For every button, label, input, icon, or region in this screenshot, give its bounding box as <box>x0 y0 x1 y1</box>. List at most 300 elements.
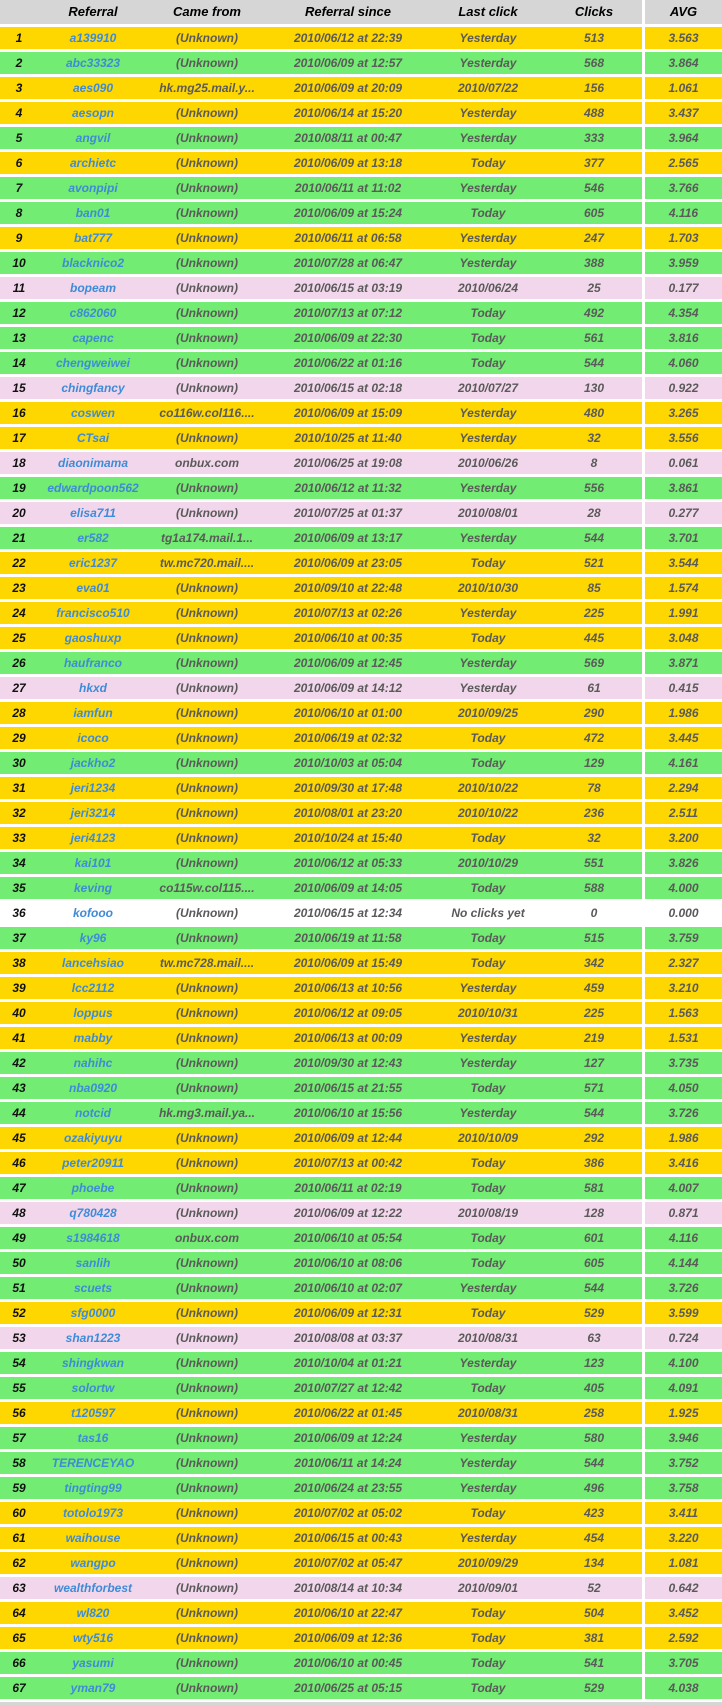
referral-link[interactable]: hkxd <box>38 677 148 702</box>
row-number: 32 <box>0 802 38 827</box>
referral-link[interactable]: TERENCEYAO <box>38 1452 148 1477</box>
came-from-value: (Unknown) <box>148 1052 266 1077</box>
came-from-value: (Unknown) <box>148 227 266 252</box>
table-row <box>0 27 722 52</box>
clicks-value: 529 <box>546 1302 642 1327</box>
clicks-value: 32 <box>546 827 642 852</box>
row-number: 28 <box>0 702 38 727</box>
clicks-value: 388 <box>546 252 642 277</box>
referral-since-value: 2010/06/24 at 23:55 <box>266 1477 430 1502</box>
referral-link[interactable]: totolo1973 <box>38 1502 148 1527</box>
table-row <box>0 927 722 952</box>
last-click-value: 2010/07/22 <box>430 77 546 102</box>
table-row <box>0 452 722 477</box>
avg-value: 3.964 <box>642 127 722 152</box>
referral-link[interactable]: jeri3214 <box>38 802 148 827</box>
table-row <box>0 852 722 877</box>
referral-link[interactable]: chengweiwei <box>38 352 148 377</box>
referral-link[interactable]: loppus <box>38 1002 148 1027</box>
came-from-value: co115w.col115.... <box>148 877 266 902</box>
came-from-value: (Unknown) <box>148 477 266 502</box>
avg-value: 3.701 <box>642 527 722 552</box>
row-number: 40 <box>0 1002 38 1027</box>
last-click-value: 2010/09/29 <box>430 1552 546 1577</box>
came-from-value: tg1a174.mail.1... <box>148 527 266 552</box>
referral-link[interactable]: ky96 <box>38 927 148 952</box>
row-number: 7 <box>0 177 38 202</box>
avg-value: 3.411 <box>642 1502 722 1527</box>
referral-link[interactable]: c862060 <box>38 302 148 327</box>
avg-value: 0.724 <box>642 1327 722 1352</box>
referral-link[interactable]: eva01 <box>38 577 148 602</box>
referral-since-value: 2010/10/25 at 11:40 <box>266 427 430 452</box>
clicks-value: 513 <box>546 27 642 52</box>
avg-value: 3.826 <box>642 852 722 877</box>
referral-since-value: 2010/06/11 at 14:24 <box>266 1452 430 1477</box>
last-click-value: Yesterday <box>430 102 546 127</box>
referral-link[interactable]: icoco <box>38 727 148 752</box>
table-row <box>0 877 722 902</box>
last-click-value: 2010/07/27 <box>430 377 546 402</box>
clicks-value: 130 <box>546 377 642 402</box>
referral-since-value: 2010/08/11 at 00:47 <box>266 127 430 152</box>
row-number: 46 <box>0 1152 38 1177</box>
came-from-value: (Unknown) <box>148 577 266 602</box>
referral-link[interactable]: peter20911 <box>38 1152 148 1177</box>
referral-since-value: 2010/06/11 at 06:58 <box>266 227 430 252</box>
row-number: 61 <box>0 1527 38 1552</box>
last-click-value: 2010/06/24 <box>430 277 546 302</box>
table-row <box>0 227 722 252</box>
came-from-value: (Unknown) <box>148 727 266 752</box>
referral-link[interactable]: notcid <box>38 1102 148 1127</box>
referral-since-value: 2010/06/09 at 12:31 <box>266 1302 430 1327</box>
referral-link[interactable]: wty516 <box>38 1627 148 1652</box>
referral-link[interactable]: kofooo <box>38 902 148 927</box>
referral-since-value: 2010/08/14 at 10:34 <box>266 1577 430 1602</box>
avg-value: 3.563 <box>642 27 722 52</box>
table-row <box>0 1227 722 1252</box>
clicks-value: 381 <box>546 1627 642 1652</box>
referral-link[interactable]: ban01 <box>38 202 148 227</box>
referral-link[interactable]: s1984618 <box>38 1227 148 1252</box>
row-number: 53 <box>0 1327 38 1352</box>
last-click-value: Today <box>430 1602 546 1627</box>
row-number: 66 <box>0 1652 38 1677</box>
referral-since-value: 2010/06/12 at 11:32 <box>266 477 430 502</box>
table-row <box>0 652 722 677</box>
came-from-value: (Unknown) <box>148 327 266 352</box>
table-row <box>0 77 722 102</box>
referral-link[interactable]: shan1223 <box>38 1327 148 1352</box>
row-number: 51 <box>0 1277 38 1302</box>
last-click-value: 2010/10/31 <box>430 1002 546 1027</box>
clicks-value: 515 <box>546 927 642 952</box>
avg-value: 3.556 <box>642 427 722 452</box>
table-row <box>0 527 722 552</box>
clicks-value: 496 <box>546 1477 642 1502</box>
came-from-value: (Unknown) <box>148 252 266 277</box>
referral-link[interactable]: bopeam <box>38 277 148 302</box>
table-row <box>0 402 722 427</box>
last-click-value: Today <box>430 327 546 352</box>
referral-link[interactable]: phoebe <box>38 1177 148 1202</box>
last-click-value: Today <box>430 627 546 652</box>
referral-link[interactable]: jeri4123 <box>38 827 148 852</box>
clicks-value: 544 <box>546 1452 642 1477</box>
came-from-value: (Unknown) <box>148 1577 266 1602</box>
clicks-value: 580 <box>546 1427 642 1452</box>
table-row <box>0 302 722 327</box>
avg-value: 3.759 <box>642 927 722 952</box>
avg-value: 1.703 <box>642 227 722 252</box>
last-click-value: Today <box>430 727 546 752</box>
came-from-value: tw.mc720.mail.... <box>148 552 266 577</box>
clicks-value: 556 <box>546 477 642 502</box>
last-click-value: Today <box>430 1677 546 1702</box>
clicks-value: 0 <box>546 902 642 927</box>
referral-link[interactable]: archietc <box>38 152 148 177</box>
referral-link[interactable]: elisa711 <box>38 502 148 527</box>
table-row <box>0 352 722 377</box>
came-from-value: (Unknown) <box>148 1477 266 1502</box>
last-click-value: Yesterday <box>430 402 546 427</box>
table-row <box>0 502 722 527</box>
referral-link[interactable]: keving <box>38 877 148 902</box>
referral-link[interactable]: a139910 <box>38 27 148 52</box>
referral-link[interactable]: jackho2 <box>38 752 148 777</box>
table-row <box>0 1027 722 1052</box>
row-number: 34 <box>0 852 38 877</box>
last-click-value: Yesterday <box>430 527 546 552</box>
row-number: 18 <box>0 452 38 477</box>
referral-since-value: 2010/08/01 at 23:20 <box>266 802 430 827</box>
last-click-value: 2010/10/22 <box>430 802 546 827</box>
row-number: 29 <box>0 727 38 752</box>
clicks-value: 85 <box>546 577 642 602</box>
came-from-value: (Unknown) <box>148 1352 266 1377</box>
table-row <box>0 1152 722 1177</box>
came-from-value: (Unknown) <box>148 277 266 302</box>
referral-since-value: 2010/06/11 at 11:02 <box>266 177 430 202</box>
referral-link[interactable]: iamfun <box>38 702 148 727</box>
came-from-value: (Unknown) <box>148 502 266 527</box>
table-row <box>0 752 722 777</box>
row-number: 20 <box>0 502 38 527</box>
referral-link[interactable]: eric1237 <box>38 552 148 577</box>
last-click-value: Yesterday <box>430 427 546 452</box>
avg-value: 4.091 <box>642 1377 722 1402</box>
clicks-value: 405 <box>546 1377 642 1402</box>
clicks-value: 454 <box>546 1527 642 1552</box>
referral-link[interactable]: er582 <box>38 527 148 552</box>
referral-link[interactable]: aesopn <box>38 102 148 127</box>
avg-value: 3.735 <box>642 1052 722 1077</box>
table-row <box>0 1102 722 1127</box>
referral-since-value: 2010/06/09 at 12:57 <box>266 52 430 77</box>
table-row <box>0 252 722 277</box>
table-row <box>0 1352 722 1377</box>
row-number: 42 <box>0 1052 38 1077</box>
row-number: 2 <box>0 52 38 77</box>
referral-link[interactable]: francisco510 <box>38 602 148 627</box>
avg-value: 4.038 <box>642 1677 722 1702</box>
referral-since-value: 2010/06/09 at 12:45 <box>266 652 430 677</box>
referral-since-value: 2010/06/15 at 03:19 <box>266 277 430 302</box>
clicks-value: 492 <box>546 302 642 327</box>
table-row <box>0 1377 722 1402</box>
last-click-value: 2010/08/31 <box>430 1402 546 1427</box>
clicks-value: 52 <box>546 1577 642 1602</box>
table-row <box>0 1577 722 1602</box>
row-number: 47 <box>0 1177 38 1202</box>
row-number: 57 <box>0 1427 38 1452</box>
row-number: 3 <box>0 77 38 102</box>
referral-link[interactable]: shingkwan <box>38 1352 148 1377</box>
came-from-value: hk.mg3.mail.ya... <box>148 1102 266 1127</box>
last-click-value: Today <box>430 1627 546 1652</box>
referral-link[interactable]: ozakiyuyu <box>38 1127 148 1152</box>
table-row <box>0 102 722 127</box>
avg-value: 3.726 <box>642 1277 722 1302</box>
table-row <box>0 1527 722 1552</box>
referral-link[interactable]: sfg0000 <box>38 1302 148 1327</box>
came-from-value: (Unknown) <box>148 1027 266 1052</box>
table-row <box>0 1502 722 1527</box>
referral-link[interactable]: jeri1234 <box>38 777 148 802</box>
last-click-value: Today <box>430 152 546 177</box>
last-click-value: Today <box>430 1177 546 1202</box>
row-number: 67 <box>0 1677 38 1702</box>
referral-link[interactable]: tas16 <box>38 1427 148 1452</box>
clicks-value: 601 <box>546 1227 642 1252</box>
last-click-value: Today <box>430 352 546 377</box>
referral-since-value: 2010/06/09 at 12:22 <box>266 1202 430 1227</box>
referral-link[interactable]: wangpo <box>38 1552 148 1577</box>
referral-link[interactable]: nba0920 <box>38 1077 148 1102</box>
clicks-value: 581 <box>546 1177 642 1202</box>
clicks-value: 571 <box>546 1077 642 1102</box>
referral-link[interactable]: yasumi <box>38 1652 148 1677</box>
last-click-value: Yesterday <box>430 652 546 677</box>
clicks-value: 225 <box>546 1002 642 1027</box>
last-click-value: Yesterday <box>430 602 546 627</box>
referral-since-value: 2010/09/30 at 17:48 <box>266 777 430 802</box>
avg-value: 3.758 <box>642 1477 722 1502</box>
referral-since-value: 2010/06/09 at 15:24 <box>266 202 430 227</box>
last-click-value: 2010/08/31 <box>430 1327 546 1352</box>
avg-value: 3.452 <box>642 1602 722 1627</box>
table-row <box>0 827 722 852</box>
referral-link[interactable]: wealthforbest <box>38 1577 148 1602</box>
col-header-came-from: Came from <box>148 0 266 27</box>
row-number: 36 <box>0 902 38 927</box>
table-row <box>0 1552 722 1577</box>
header-row <box>0 0 722 27</box>
came-from-value: (Unknown) <box>148 1077 266 1102</box>
referral-link[interactable]: CTsai <box>38 427 148 452</box>
referral-since-value: 2010/06/10 at 00:35 <box>266 627 430 652</box>
row-number: 56 <box>0 1402 38 1427</box>
referral-since-value: 2010/07/02 at 05:47 <box>266 1552 430 1577</box>
clicks-value: 78 <box>546 777 642 802</box>
clicks-value: 568 <box>546 52 642 77</box>
came-from-value: (Unknown) <box>148 202 266 227</box>
referral-link[interactable]: diaonimama <box>38 452 148 477</box>
row-number: 41 <box>0 1027 38 1052</box>
last-click-value: Yesterday <box>430 1477 546 1502</box>
referral-since-value: 2010/06/12 at 05:33 <box>266 852 430 877</box>
referral-link[interactable]: abc33323 <box>38 52 148 77</box>
clicks-value: 25 <box>546 277 642 302</box>
last-click-value: 2010/10/30 <box>430 577 546 602</box>
referral-since-value: 2010/06/15 at 12:34 <box>266 902 430 927</box>
row-number: 43 <box>0 1077 38 1102</box>
last-click-value: 2010/08/19 <box>430 1202 546 1227</box>
referral-link[interactable]: lcc2112 <box>38 977 148 1002</box>
last-click-value: Yesterday <box>430 1052 546 1077</box>
referral-link[interactable]: capenc <box>38 327 148 352</box>
clicks-value: 529 <box>546 1677 642 1702</box>
referral-link[interactable]: avonpipi <box>38 177 148 202</box>
avg-value: 4.050 <box>642 1077 722 1102</box>
last-click-value: Yesterday <box>430 177 546 202</box>
last-click-value: Today <box>430 1302 546 1327</box>
row-number: 63 <box>0 1577 38 1602</box>
avg-value: 0.922 <box>642 377 722 402</box>
last-click-value: Yesterday <box>430 27 546 52</box>
col-header-number <box>0 0 38 27</box>
referral-since-value: 2010/07/13 at 00:42 <box>266 1152 430 1177</box>
last-click-value: 2010/10/29 <box>430 852 546 877</box>
referral-link[interactable]: haufranco <box>38 652 148 677</box>
row-number: 19 <box>0 477 38 502</box>
last-click-value: Today <box>430 552 546 577</box>
row-number: 52 <box>0 1302 38 1327</box>
row-number: 44 <box>0 1102 38 1127</box>
last-click-value: Today <box>430 1077 546 1102</box>
referral-since-value: 2010/06/10 at 15:56 <box>266 1102 430 1127</box>
last-click-value: Yesterday <box>430 52 546 77</box>
came-from-value: (Unknown) <box>148 677 266 702</box>
row-number: 25 <box>0 627 38 652</box>
avg-value: 1.925 <box>642 1402 722 1427</box>
referral-since-value: 2010/10/03 at 05:04 <box>266 752 430 777</box>
clicks-value: 61 <box>546 677 642 702</box>
avg-value: 1.986 <box>642 702 722 727</box>
referral-since-value: 2010/09/30 at 12:43 <box>266 1052 430 1077</box>
referral-link[interactable]: angvil <box>38 127 148 152</box>
referral-since-value: 2010/06/09 at 20:09 <box>266 77 430 102</box>
referral-link[interactable]: blacknico2 <box>38 252 148 277</box>
referral-since-value: 2010/06/14 at 15:20 <box>266 102 430 127</box>
avg-value: 0.871 <box>642 1202 722 1227</box>
referral-link[interactable]: gaoshuxp <box>38 627 148 652</box>
came-from-value: (Unknown) <box>148 1152 266 1177</box>
row-number: 13 <box>0 327 38 352</box>
referral-since-value: 2010/10/24 at 15:40 <box>266 827 430 852</box>
referral-link[interactable]: q780428 <box>38 1202 148 1227</box>
row-number: 64 <box>0 1602 38 1627</box>
came-from-value: (Unknown) <box>148 377 266 402</box>
last-click-value: Today <box>430 1502 546 1527</box>
avg-value: 4.116 <box>642 1227 722 1252</box>
last-click-value: Today <box>430 202 546 227</box>
clicks-value: 128 <box>546 1202 642 1227</box>
clicks-value: 588 <box>546 877 642 902</box>
row-number: 37 <box>0 927 38 952</box>
avg-value: 2.592 <box>642 1627 722 1652</box>
referral-link[interactable]: kai101 <box>38 852 148 877</box>
table-row <box>0 377 722 402</box>
clicks-value: 544 <box>546 527 642 552</box>
referral-link[interactable]: coswen <box>38 402 148 427</box>
referral-link[interactable]: t120597 <box>38 1402 148 1427</box>
came-from-value: (Unknown) <box>148 1177 266 1202</box>
row-number: 11 <box>0 277 38 302</box>
last-click-value: Today <box>430 877 546 902</box>
avg-value: 0.177 <box>642 277 722 302</box>
referral-link[interactable]: mabby <box>38 1027 148 1052</box>
col-header-referral-since: Referral since <box>266 0 430 27</box>
clicks-value: 445 <box>546 627 642 652</box>
last-click-value: Today <box>430 952 546 977</box>
referral-since-value: 2010/06/09 at 14:12 <box>266 677 430 702</box>
clicks-value: 63 <box>546 1327 642 1352</box>
came-from-value: (Unknown) <box>148 1652 266 1677</box>
row-number: 16 <box>0 402 38 427</box>
referral-link[interactable]: aes090 <box>38 77 148 102</box>
avg-value: 3.946 <box>642 1427 722 1452</box>
clicks-value: 8 <box>546 452 642 477</box>
referral-link[interactable]: tingting99 <box>38 1477 148 1502</box>
came-from-value: tw.mc728.mail.... <box>148 952 266 977</box>
referral-link[interactable]: yman79 <box>38 1677 148 1702</box>
avg-value: 3.048 <box>642 627 722 652</box>
avg-value: 4.100 <box>642 1352 722 1377</box>
came-from-value: (Unknown) <box>148 652 266 677</box>
table-row <box>0 1052 722 1077</box>
row-number: 14 <box>0 352 38 377</box>
referral-link[interactable]: lancehsiao <box>38 952 148 977</box>
referral-link[interactable]: sanlih <box>38 1252 148 1277</box>
referral-link[interactable]: scuets <box>38 1277 148 1302</box>
referral-link[interactable]: solortw <box>38 1377 148 1402</box>
row-number: 65 <box>0 1627 38 1652</box>
avg-value: 0.415 <box>642 677 722 702</box>
referral-link[interactable]: bat777 <box>38 227 148 252</box>
referral-link[interactable]: edwardpoon562 <box>38 477 148 502</box>
row-number: 38 <box>0 952 38 977</box>
row-number: 22 <box>0 552 38 577</box>
row-number: 8 <box>0 202 38 227</box>
clicks-value: 544 <box>546 352 642 377</box>
last-click-value: 2010/06/26 <box>430 452 546 477</box>
referral-link[interactable]: chingfancy <box>38 377 148 402</box>
last-click-value: Yesterday <box>430 1352 546 1377</box>
came-from-value: (Unknown) <box>148 1627 266 1652</box>
row-number: 45 <box>0 1127 38 1152</box>
came-from-value: (Unknown) <box>148 152 266 177</box>
table-row <box>0 602 722 627</box>
referral-link[interactable]: waihouse <box>38 1527 148 1552</box>
referral-link[interactable]: nahihc <box>38 1052 148 1077</box>
referral-since-value: 2010/06/10 at 00:45 <box>266 1652 430 1677</box>
clicks-value: 127 <box>546 1052 642 1077</box>
last-click-value: 2010/08/01 <box>430 502 546 527</box>
referral-link[interactable]: wl820 <box>38 1602 148 1627</box>
referral-since-value: 2010/06/10 at 02:07 <box>266 1277 430 1302</box>
